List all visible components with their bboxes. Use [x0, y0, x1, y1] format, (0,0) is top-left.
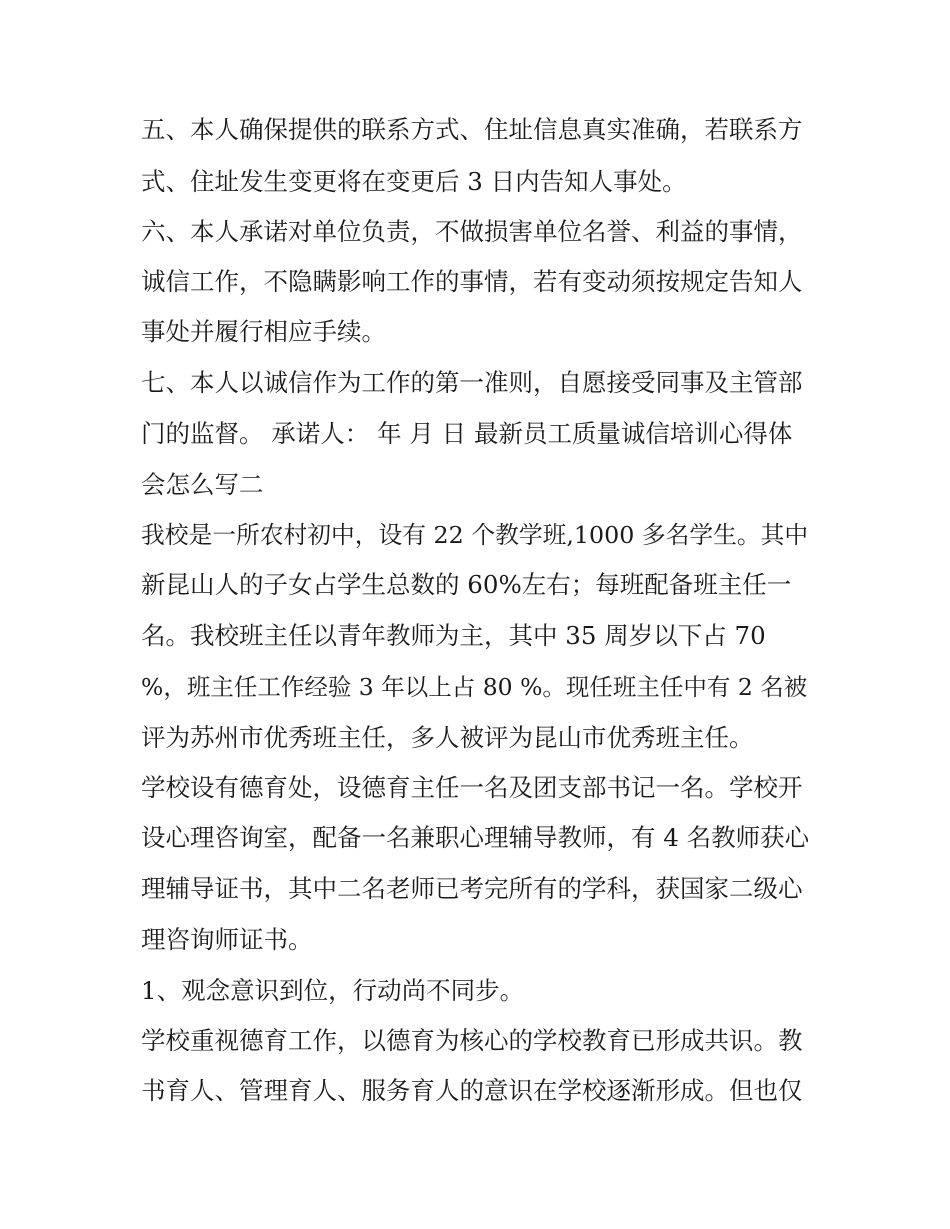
text-line: 我校是一所农村初中，设有 22 个教学班,1000 多名学生。其中 — [141, 521, 809, 549]
text-line: 六、本人承诺对单位负责，不做损害单位名誉、利益的事情， — [141, 217, 803, 246]
text-line: 理咨询师证书。 — [141, 925, 313, 954]
text-line: 新昆山人的子女占学生总数的 60%左右；每班配备班主任一 — [141, 570, 792, 599]
text-line: 式、住址发生变更将在变更后 3 日内告知人事处。 — [141, 167, 687, 196]
text-line: 事处并履行相应手续。 — [141, 317, 386, 346]
text-line: 学校重视德育工作，以德育为核心的学校教育已形成共识。教 — [141, 1026, 803, 1055]
text-line: 学校设有德育处，设德育主任一名及团支部书记一名。学校开 — [141, 773, 803, 802]
text-line: 五、本人确保提供的联系方式、住址信息真实准确，若联系方 — [141, 115, 803, 144]
text-line: 会怎么写二 — [141, 470, 264, 499]
text-line: %，班主任工作经验 3 年以上占 80 %。现任班主任中有 2 名被 — [141, 673, 808, 701]
text-line: 理辅导证书，其中二名老师已考完所有的学科，获国家二级心 — [141, 874, 803, 903]
text-line: 设心理咨询室，配备一名兼职心理辅导教师，有 4 名教师获心 — [141, 823, 810, 852]
text-line: 1、观念意识到位，行动尚不同步。 — [141, 976, 525, 1005]
text-line: 诚信工作，不隐瞒影响工作的事情，若有变动须按规定告知人 — [141, 267, 803, 296]
text-line: 评为苏州市优秀班主任，多人被评为昆山市优秀班主任。 — [141, 723, 754, 752]
text-line: 名。我校班主任以青年教师为主，其中 35 周岁以下占 70 — [141, 621, 766, 650]
text-line: 门的监督。 承诺人： 年 月 日 最新员工质量诚信培训心得体 — [141, 419, 793, 448]
text-line: 七、本人以诚信作为工作的第一准则，自愿接受同事及主管部 — [141, 368, 803, 397]
text-line: 书育人、管理育人、服务育人的意识在学校逐渐形成。但也仅 — [141, 1076, 803, 1105]
